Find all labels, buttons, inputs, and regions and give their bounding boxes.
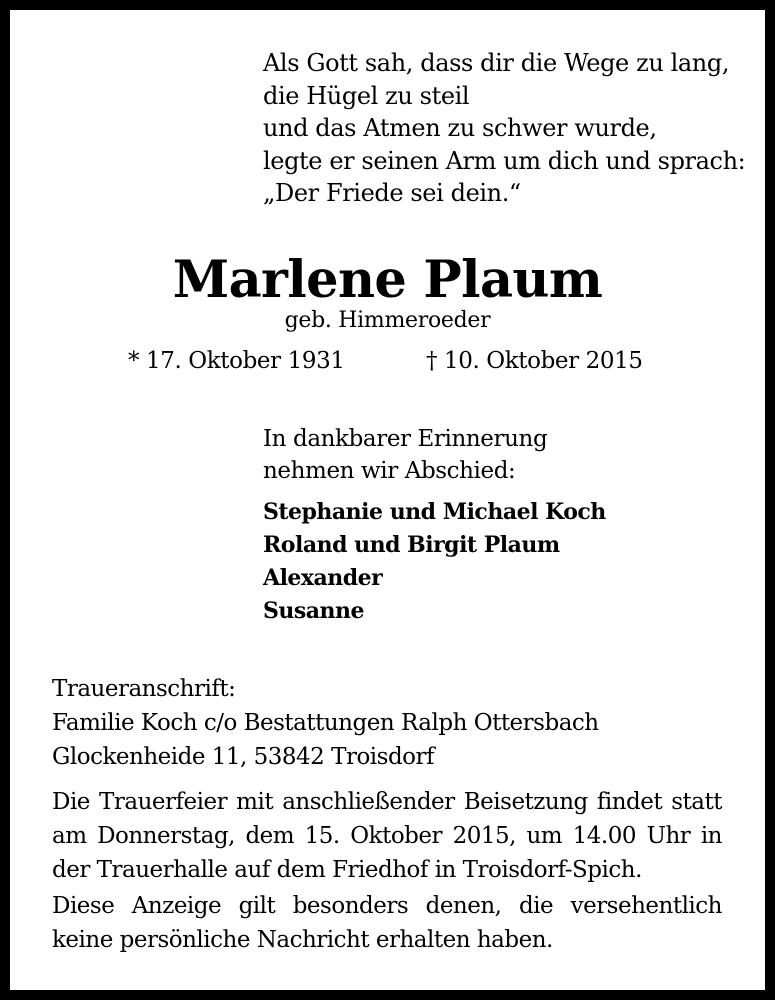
address-line: Familie Koch c/o Bestattungen Ralph Ottersbach [52, 710, 599, 736]
address-label: Traueranschrift: [52, 676, 236, 702]
farewell-line: In dankbarer Erinnerung [263, 426, 548, 452]
mourner-name: Stephanie und Michael Koch [263, 499, 606, 525]
maiden-name: geb. Himmeroeder [284, 308, 491, 333]
closing-notice: Diese Anzeige gilt besonders denen, die versehentlich keine persönliche Nachricht erhalten haben. [52, 893, 722, 953]
mourner-name: Alexander [263, 565, 383, 591]
death-date: † 10. Oktober 2015 [426, 348, 643, 374]
poem-line: „Der Friede sei dein.“ [263, 179, 521, 207]
mourners-list [263, 496, 606, 628]
birth-date: * 17. Oktober 1931 [128, 348, 345, 374]
poem-line: legte er seinen Arm um dich und sprach: [263, 146, 746, 175]
deceased-name: Marlene Plaum [172, 250, 603, 310]
poem [263, 47, 745, 210]
poem-line: und das Atmen zu schwer wurde, [263, 114, 657, 142]
poem-line: Als Gott sah, dass dir die Wege zu lang, [263, 49, 730, 77]
address-line: Glockenheide 11, 53842 Troisdorf [52, 744, 435, 770]
farewell-text [263, 423, 547, 487]
poem-line: die Hügel zu steil [263, 81, 470, 110]
mourner-name: Roland und Birgit Plaum [263, 532, 560, 558]
mourner-name: Susanne [263, 598, 365, 624]
funeral-notice: Die Trauerfeier mit anschließender Beisetzung findet statt am Donnerstag, dem 15. Oktober 2015, um 14.00 Uhr in der Trauerhalle auf dem Friedhof in Troisdorf-Spich. [52, 789, 722, 883]
mourning-address [52, 672, 599, 774]
farewell-line: nehmen wir Abschied: [263, 458, 516, 484]
